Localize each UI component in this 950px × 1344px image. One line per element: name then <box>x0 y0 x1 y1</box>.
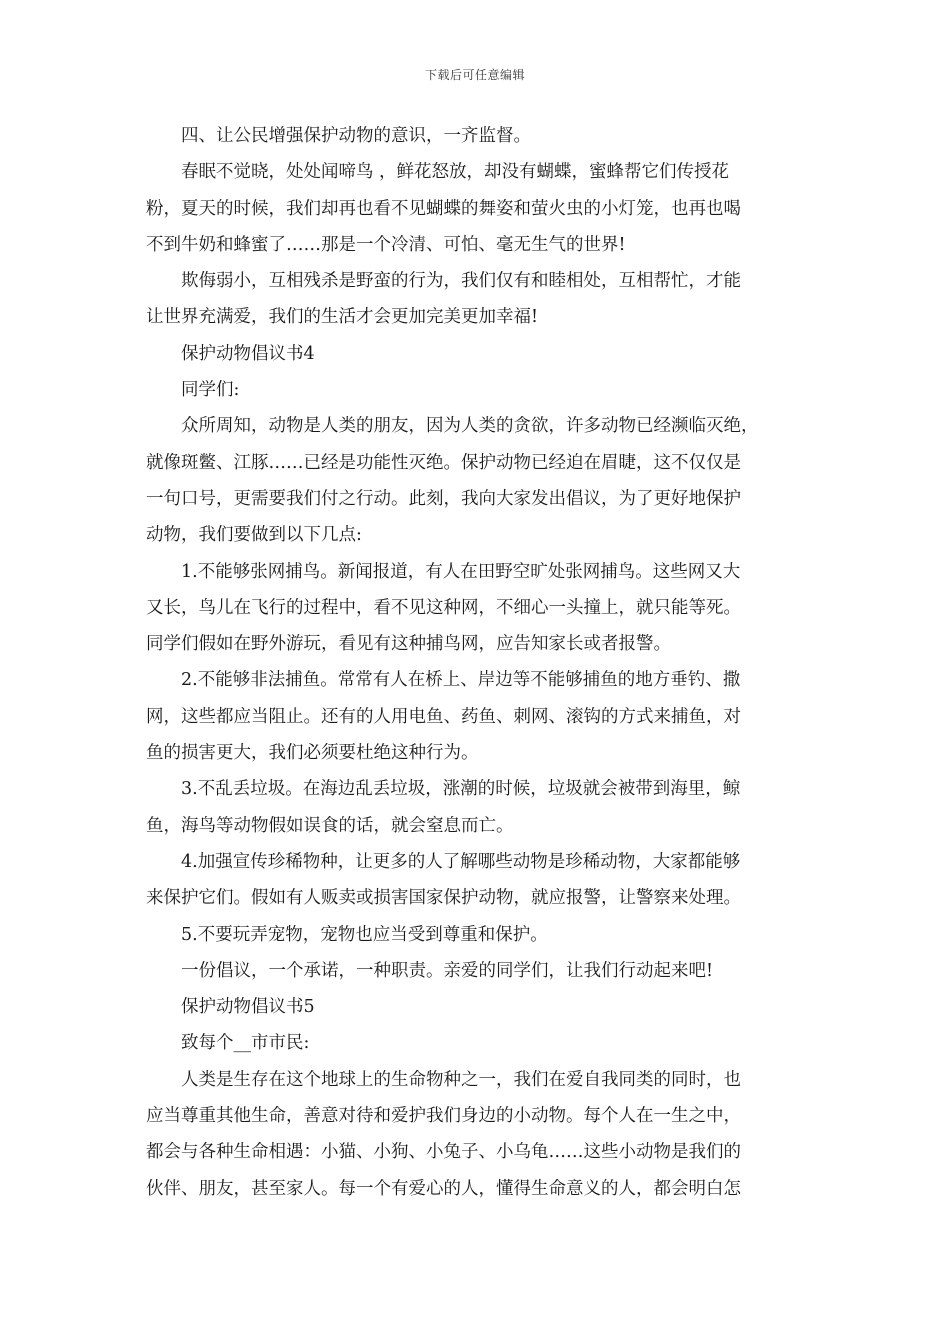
text-line: 四、让公民增强保护动物的意识，一齐监督。 <box>181 126 531 146</box>
text-line: 一句口号，更需要我们付之行动。此刻，我向大家发出倡议，为了更好地保护 <box>146 488 741 509</box>
document-body <box>146 118 810 1207</box>
text-line: 春眠不觉晓，处处闻啼鸟 ，鲜花怒放，却没有蝴蝶，蜜蜂帮它们传授花 <box>181 162 730 183</box>
page-header: 下载后可任意编辑 <box>424 68 525 82</box>
text-line: 动物，我们要做到以下几点: <box>146 525 362 546</box>
text-line: 伙伴、朋友，甚至家人。每一个有爱心的人，懂得生命意义的人，都会明白怎 <box>146 1178 741 1199</box>
section-title: 保护动物倡议书4 <box>181 343 315 364</box>
text-line: 让世界充满爱，我们的生活才会更加完美更加幸福! <box>146 307 539 328</box>
text-line: 一份倡议，一个承诺，一种职责。亲爱的同学们，让我们行动起来吧! <box>181 960 714 981</box>
list-item-line: 2.不能够非法捕鱼。常常有人在桥上、岸边等不能够捕鱼的地方垂钓、撒 <box>181 670 741 691</box>
text-line: 粉，夏天的时候，我们却再也看不见蝴蝶的舞姿和萤火虫的小灯笼，也再也喝 <box>146 198 741 219</box>
text-line: 同学们假如在野外游玩，看见有这种捕鸟网，应告知家长或者报警。 <box>146 634 671 655</box>
text-line: 网，这些都应当阻止。还有的人用电鱼、药鱼、刺网、滚钩的方式来捕鱼，对 <box>146 706 741 727</box>
salutation: 致每个__市市民: <box>181 1033 310 1054</box>
text-line: 鱼，海鸟等动物假如误食的话，就会窒息而亡。 <box>146 815 514 836</box>
text-line: 都会与各种生命相遇：小猫、小狗、小兔子、小乌龟……这些小动物是我们的 <box>146 1142 741 1163</box>
list-item-line: 4.加强宣传珍稀物种，让更多的人了解哪些动物是珍稀动物，大家都能够 <box>181 851 741 872</box>
text-line: 不到牛奶和蜂蜜了……那是一个冷清、可怕、毫无生气的世界! <box>146 234 626 255</box>
text-line: 来保护它们。假如有人贩卖或损害国家保护动物，就应报警，让警察来处理。 <box>146 888 741 909</box>
list-item-line: 5.不要玩弄宠物，宠物也应当受到尊重和保护。 <box>181 924 548 945</box>
section-title: 保护动物倡议书5 <box>181 997 315 1018</box>
text-line: 应当尊重其他生命，善意对待和爱护我们身边的小动物。每个人在一生之中， <box>146 1106 741 1127</box>
text-line: 人类是生存在这个地球上的生命物种之一，我们在爱自我同类的同时，也 <box>181 1069 741 1090</box>
list-item-line: 1.不能够张网捕鸟。新闻报道，有人在田野空旷处张网捕鸟。这些网又大 <box>181 561 741 582</box>
text-line: 鱼的损害更大，我们必须要杜绝这种行为。 <box>146 743 479 764</box>
list-item-line: 3.不乱丢垃圾。在海边乱丢垃圾，涨潮的时候，垃圾就会被带到海里，鲸 <box>181 779 741 800</box>
text-line: 欺侮弱小，互相残杀是野蛮的行为，我们仅有和睦相处，互相帮忙，才能 <box>181 271 741 292</box>
text-line: 就像斑鳖、江豚……已经是功能性灭绝。保护动物已经迫在眉睫，这不仅仅是 <box>146 452 741 473</box>
salutation: 同学们: <box>181 380 240 401</box>
text-line: 众所周知，动物是人类的朋友，因为人类的贪欲，许多动物已经濒临灭绝， <box>181 416 759 437</box>
text-line: 又长，鸟儿在飞行的过程中，看不见这种网，不细心一头撞上，就只能等死。 <box>146 597 741 618</box>
